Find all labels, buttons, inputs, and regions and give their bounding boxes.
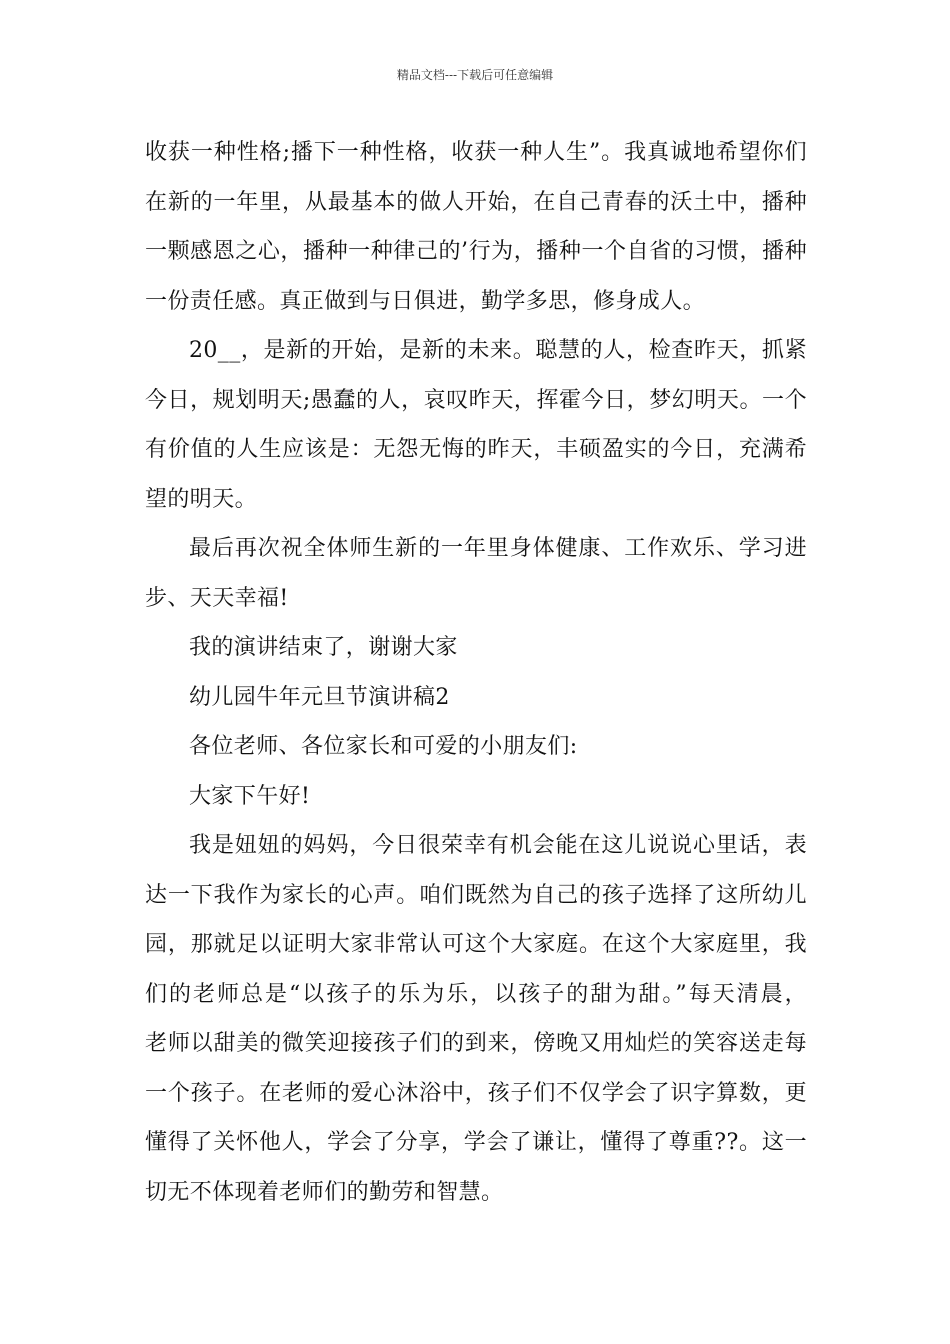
greeting bbox=[145, 772, 807, 822]
text-line: 20__，是新的开始，是新的未来。聪慧的人，检查昨天，抓紧 bbox=[189, 338, 807, 363]
text-line: 大家下午好! bbox=[189, 783, 311, 809]
text-line: 一份责任感。真正做到与日俱进，勤学多思，修身成人。 bbox=[145, 288, 706, 314]
text-line: 收获一种性格;播下一种性格，收获一种人生”。我真诚地希望你们 bbox=[145, 140, 807, 165]
text-line: 步、天天幸福! bbox=[145, 585, 289, 611]
text-line: 有价值的人生应该是：无怨无悔的昨天，丰硕盈实的今日，充满希 bbox=[145, 437, 807, 462]
text-line: 望的明天。 bbox=[145, 486, 258, 512]
paragraph bbox=[145, 623, 807, 673]
page-header: 精品文档---下载后可任意编辑 bbox=[396, 68, 554, 82]
text-line: 一个孩子。在老师的爱心沐浴中，孩子们不仅学会了识字算数，更 bbox=[145, 1080, 807, 1106]
paragraph bbox=[145, 326, 807, 524]
document-body bbox=[145, 128, 807, 1217]
text-line: 园，那就足以证明大家非常认可这个大家庭。在这个大家庭里，我 bbox=[145, 932, 807, 957]
text-line: 各位老师、各位家长和可爱的小朋友们: bbox=[189, 734, 578, 759]
text-line: 我的演讲结束了，谢谢大家 bbox=[189, 635, 458, 660]
speech-title bbox=[145, 673, 807, 723]
text-line: 们的老师总是“以孩子的乐为乐，以孩子的甜为甜。”每天清晨， bbox=[145, 981, 807, 1007]
paragraph bbox=[145, 524, 807, 623]
text-line: 一颗感恩之心，播种一种律己的’行为，播种一个自省的习惯，播种 bbox=[145, 239, 807, 264]
text-line: 懂得了关怀他人，学会了分享，学会了谦让，懂得了尊重??。这一 bbox=[145, 1130, 807, 1155]
text-line: 最后再次祝全体师生新的一年里身体健康、工作欢乐、学习进 bbox=[189, 536, 807, 561]
paragraph bbox=[145, 821, 807, 1217]
paragraph bbox=[145, 128, 807, 326]
text-line: 在新的一年里，从最基本的做人开始，在自己青春的沃土中，播种 bbox=[145, 189, 807, 215]
text-line: 老师以甜美的微笑迎接孩子们的到来，傍晚又用灿烂的笑容送走每 bbox=[145, 1031, 807, 1056]
text-line: 达一下我作为家长的心声。咱们既然为自己的孩子选择了这所幼儿 bbox=[145, 882, 807, 908]
salutation bbox=[145, 722, 807, 772]
text-line: 我是妞妞的妈妈，今日很荣幸有机会能在这儿说说心里话，表 bbox=[189, 833, 807, 858]
text-line: 切无不体现着老师们的勤劳和智慧。 bbox=[145, 1179, 504, 1205]
text-line: 幼儿园牛年元旦节演讲稿2 bbox=[189, 684, 450, 710]
text-line: 今日，规划明天;愚蠢的人，哀叹昨天，挥霍今日，梦幻明天。一个 bbox=[145, 387, 807, 413]
